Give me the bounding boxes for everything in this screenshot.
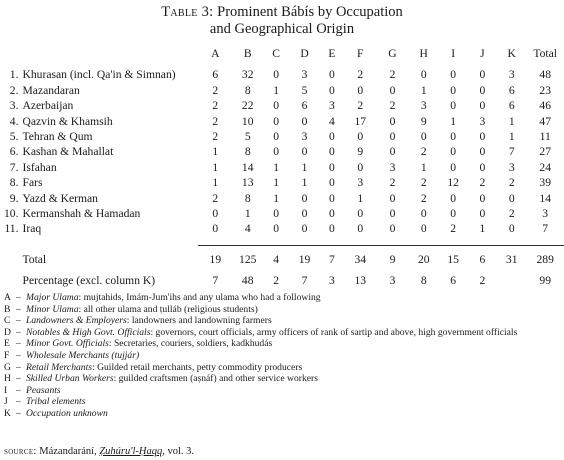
table-cell: 15 — [447, 252, 459, 266]
table-cell: 0 — [301, 207, 308, 221]
legend-description: Minor Govt. Officials: Secretaries, couriers, soldiers, kadkhudás — [26, 338, 273, 350]
table-cell: 0 — [479, 160, 486, 174]
table-cell: 1 — [273, 83, 280, 97]
table-cell: 0 — [329, 207, 335, 221]
table-cell: 2 — [508, 176, 515, 190]
table-cell: 1 — [420, 83, 427, 97]
table-cell: 0 — [389, 222, 396, 236]
table-cell: 8 — [244, 145, 251, 159]
table-cell: 2 — [389, 176, 396, 190]
row-number: 11. — [4, 222, 19, 236]
table-cell: 2 — [212, 191, 219, 205]
table-cell: 3 — [329, 274, 335, 288]
legend-item — [4, 385, 560, 397]
table-cell: 0 — [450, 191, 457, 205]
table-cell: 0 — [329, 68, 335, 82]
table-cell: 0 — [479, 68, 486, 82]
legend-item — [4, 304, 560, 316]
table-cell: 11 — [539, 130, 551, 144]
legend-term: Major Ulama — [26, 292, 79, 303]
legend-dash: – — [16, 315, 21, 327]
table-cell: 6 — [212, 68, 219, 82]
table-cell: 9 — [420, 114, 427, 128]
table-cell: 0 — [329, 191, 335, 205]
row-number: 5. — [9, 130, 19, 144]
column-header: Total — [533, 47, 558, 60]
table-cell: 0 — [479, 145, 486, 159]
table-cell: 48 — [539, 68, 551, 82]
column-header: C — [272, 47, 281, 60]
table-cell: 2 — [212, 130, 219, 144]
legend-dash: – — [16, 373, 21, 385]
table-cell: 9 — [357, 145, 364, 159]
legend-term: Tribal elements — [26, 396, 86, 408]
percentage-row-label: Percentage (excl. column K) — [22, 274, 156, 288]
table-cell: 14 — [539, 191, 551, 205]
table-cell: 4 — [273, 252, 280, 266]
table-cell: 22 — [241, 99, 254, 113]
table-cell: 46 — [539, 99, 551, 113]
total-row-label: Total — [22, 252, 47, 266]
source-author: Mázandarání, — [39, 446, 97, 457]
table-cell: 0 — [389, 207, 396, 221]
source-work: Ẓuhúru'l-Ḥaqq — [99, 446, 163, 457]
table-cell: 0 — [508, 222, 515, 236]
table-row — [4, 114, 564, 129]
table-cell: 2 — [420, 191, 427, 205]
table-cell: 3 — [357, 176, 364, 190]
table-cell: 27 — [539, 145, 551, 159]
title-line-2: and Geographical Origin — [209, 21, 355, 37]
table-row — [4, 83, 564, 98]
table-cell: 3 — [389, 160, 396, 174]
table-row — [4, 144, 564, 159]
table-cell: 1 — [244, 207, 251, 221]
legend-key: J — [4, 396, 8, 408]
total-row — [4, 252, 564, 267]
legend-dash: – — [16, 292, 21, 303]
table-cell: 1 — [301, 160, 308, 174]
table-row — [4, 98, 564, 113]
table-cell: 5 — [301, 83, 308, 97]
table-cell: 0 — [389, 191, 396, 205]
column-header: A — [211, 47, 220, 60]
table-cell: 39 — [539, 176, 551, 190]
legend-key: C — [4, 315, 11, 327]
table-cell: 0 — [301, 191, 308, 205]
legend-description — [26, 396, 560, 408]
table-cell: 3 — [389, 274, 396, 288]
legend-item — [4, 338, 560, 350]
legend-key: E — [4, 338, 10, 350]
legend-key: H — [4, 373, 11, 385]
table-cell: 6 — [508, 99, 515, 113]
table-cell: 0 — [450, 160, 457, 174]
legend-item — [4, 373, 560, 385]
column-header: B — [243, 47, 252, 60]
table-cell: 0 — [329, 130, 335, 144]
table-cell: 1 — [357, 191, 364, 205]
region-name: Iraq — [22, 222, 42, 236]
legend-term: Occupation unknown — [26, 407, 108, 419]
table-cell: 2 — [212, 83, 219, 97]
source-note — [4, 446, 194, 457]
table-cell: 1 — [212, 176, 219, 190]
region-name: Azerbaijan — [22, 99, 74, 113]
table-cell: 7 — [212, 274, 219, 288]
table-cell: 32 — [241, 68, 254, 82]
region-name: Kermanshah & Hamadan — [22, 207, 141, 221]
table-cell — [497, 273, 526, 288]
table-cell: 6 — [301, 99, 308, 113]
table-cell: 0 — [389, 130, 396, 144]
row-number: 6. — [9, 145, 19, 159]
table-cell: 8 — [244, 83, 251, 97]
region-name: Kashan & Mahallat — [22, 145, 114, 159]
table-cell: 2 — [450, 222, 457, 236]
table-cell: 6 — [450, 274, 457, 288]
table-cell: 13 — [241, 176, 254, 190]
legend-description — [26, 408, 560, 420]
legend-key: I — [4, 384, 8, 396]
legend-term: Landowners & Employers — [26, 315, 127, 327]
table-cell: 3 — [329, 99, 335, 113]
table-cell: 0 — [479, 83, 486, 97]
table-cell: 0 — [329, 145, 335, 159]
source-label: source: — [4, 446, 37, 457]
legend-item — [4, 292, 560, 304]
table-cell: 5 — [244, 130, 251, 144]
table-cell: 1 — [301, 176, 308, 190]
legend-text: landowners and landowning farmers — [131, 315, 272, 327]
table-cell: 1 — [479, 222, 486, 236]
table-cell: 6 — [508, 83, 515, 97]
row-number: 1. — [9, 68, 19, 82]
legend-text: Guilded retail merchants, petty commodity producers — [97, 361, 303, 373]
table-cell: 0 — [389, 83, 396, 97]
table-cell: 0 — [479, 99, 486, 113]
table-cell: 1 — [273, 160, 280, 174]
table-cell: 0 — [420, 207, 427, 221]
legend-item — [4, 327, 560, 339]
table-cell: 2 — [508, 207, 515, 221]
legend-key: K — [4, 407, 11, 419]
table-cell: 1 — [212, 145, 219, 159]
header-row — [4, 46, 564, 61]
table-row — [4, 67, 564, 82]
table-cell: 0 — [389, 114, 396, 128]
table-cell: 0 — [212, 222, 219, 236]
table-cell: 2 — [479, 274, 486, 288]
region-name: Fars — [22, 176, 43, 190]
legend-description: Notables & High Govt. Officials: governors, court officials, army officers of rank of sartip and above, high government officials — [26, 326, 518, 338]
legend-description: Retail Merchants: Guilded retail merchants, petty commodity producers — [26, 361, 303, 373]
legend-text: Secretaries, couriers, soldiers, kadkhudás — [113, 338, 273, 350]
region-name: Mazandaran — [22, 83, 80, 97]
table-row — [4, 175, 564, 190]
column-header: H — [419, 47, 428, 60]
table-cell: 3 — [420, 99, 427, 113]
row-number: 9. — [9, 191, 19, 205]
total-rule — [198, 237, 564, 246]
legend-item — [4, 408, 560, 420]
table-cell: 4 — [244, 222, 251, 236]
table-cell: 0 — [479, 207, 486, 221]
region-name: Qazvin & Khamsih — [22, 114, 113, 128]
legend-term: Retail Merchants — [26, 361, 92, 373]
table-cell: 0 — [329, 176, 335, 190]
table-row — [4, 160, 564, 175]
legend-description — [26, 385, 560, 397]
table-cell: 3 — [301, 130, 308, 144]
table-cell: 1 — [273, 191, 280, 205]
table-row — [4, 221, 564, 236]
row-number: 8. — [9, 176, 19, 190]
table-row — [4, 129, 564, 144]
row-number: 2. — [9, 83, 19, 97]
table-cell: 2 — [479, 176, 486, 190]
table-cell: 0 — [479, 130, 486, 144]
table-cell: 0 — [273, 99, 280, 113]
legend-key: A — [4, 292, 11, 303]
legend-term: Peasants — [26, 384, 61, 396]
table-cell: 20 — [417, 252, 430, 266]
table-cell: 0 — [450, 83, 457, 97]
legend-text: mujtahids, Imám-Jum'ihs and any ulama who had a following — [83, 292, 321, 303]
row-number: 10. — [4, 207, 19, 221]
table-cell: 31 — [505, 252, 518, 266]
legend-term: Notables & High Govt. Officials — [26, 326, 151, 338]
table-cell: 0 — [450, 145, 457, 159]
table-cell: 24 — [539, 160, 551, 174]
legend-description: Major Ulama: mujtahids, Imám-Jum'ihs and any ulama who had a following — [26, 292, 321, 303]
table-cell: 0 — [329, 222, 335, 236]
table-cell: 47 — [539, 114, 551, 128]
table-cell: 2 — [357, 99, 364, 113]
row-number: 4. — [9, 114, 19, 128]
row-number: 7. — [9, 160, 19, 174]
table-cell: 2 — [420, 176, 427, 190]
table-cell: 0 — [420, 222, 427, 236]
legend-dash: – — [16, 303, 21, 315]
table-cell: 1 — [450, 114, 457, 128]
table-cell: 0 — [389, 145, 396, 159]
table-number: Table 3: — [161, 4, 214, 20]
table-cell: 7 — [508, 145, 515, 159]
legend-key: B — [4, 303, 11, 315]
table-cell: 0 — [357, 222, 364, 236]
table-cell: 0 — [357, 130, 364, 144]
table-cell: 125 — [239, 252, 257, 266]
table-cell: 2 — [420, 145, 427, 159]
table-cell: 23 — [539, 83, 551, 97]
legend-item — [4, 362, 560, 374]
legend-dash: – — [16, 349, 21, 361]
table-cell: 0 — [357, 83, 364, 97]
table-cell: 1 — [273, 176, 280, 190]
table-cell: 0 — [450, 99, 457, 113]
table-cell: 8 — [420, 274, 427, 288]
table-cell: 2 — [357, 68, 364, 82]
legend-text: governors, court officials, army officers of rank of sartip and above, high government officials — [155, 326, 518, 338]
table-cell: 2 — [389, 68, 396, 82]
table-cell: 0 — [301, 145, 308, 159]
region-name: Isfahan — [22, 160, 57, 174]
table-cell: 10 — [241, 114, 254, 128]
table-cell: 1 — [420, 160, 427, 174]
legend-term: Minor Govt. Officials — [26, 338, 109, 350]
legend-dash: – — [16, 396, 21, 408]
table-cell: 3 — [542, 207, 549, 221]
table-title — [0, 4, 564, 20]
legend-term: Minor Ulama — [26, 303, 79, 315]
source-volume: , vol. 3. — [162, 446, 195, 457]
legend-dash: – — [16, 407, 21, 419]
table-cell: 99 — [539, 274, 551, 288]
table-cell: 4 — [329, 114, 335, 128]
column-header: I — [451, 47, 456, 60]
column-header: D — [300, 47, 309, 60]
table-cell: 2 — [273, 274, 280, 288]
table-cell: 9 — [389, 252, 396, 266]
legend-description: Skilled Urban Workers: guilded craftsmen (aṣnáf) and other service workers — [26, 373, 318, 385]
legend-text: all other ulama and ṭulláb (religious students) — [83, 303, 258, 315]
table-cell: 0 — [273, 145, 280, 159]
table-cell: 0 — [273, 222, 280, 236]
legend-dash: – — [16, 326, 21, 338]
table-cell: 7 — [301, 274, 308, 288]
table-cell: 7 — [542, 222, 549, 236]
table-cell: 0 — [329, 160, 335, 174]
table-cell: 289 — [536, 252, 554, 266]
table-cell: 0 — [450, 68, 457, 82]
percentage-row — [4, 273, 564, 288]
column-header: K — [507, 47, 516, 60]
table-cell: 2 — [212, 99, 219, 113]
table-cell: 0 — [357, 160, 364, 174]
legend-key: D — [4, 326, 11, 338]
table-cell: 1 — [212, 160, 219, 174]
table-cell: 0 — [329, 83, 335, 97]
legend-description — [26, 350, 560, 362]
table-cell: 13 — [354, 274, 367, 288]
table-cell: 8 — [244, 191, 251, 205]
table-cell: 0 — [420, 130, 427, 144]
table-cell: 1 — [508, 114, 515, 128]
column-header: G — [388, 47, 397, 60]
table-cell: 0 — [273, 114, 280, 128]
table-cell: 0 — [273, 130, 280, 144]
table-cell: 0 — [301, 222, 308, 236]
table-cell: 0 — [450, 130, 457, 144]
legend-key: F — [4, 349, 10, 361]
legend-key: G — [4, 361, 11, 373]
column-header: J — [480, 47, 485, 60]
column-header: E — [328, 47, 336, 60]
row-number: 3. — [9, 99, 19, 113]
legend-term: Skilled Urban Workers — [26, 373, 114, 385]
title-line-1: Prominent Bábís by Occupation — [217, 4, 403, 20]
table-cell: 48 — [241, 274, 254, 288]
table-cell: 19 — [298, 252, 311, 266]
table-cell: 0 — [273, 68, 280, 82]
legend-term: Wholesale Merchants (tujjár) — [26, 349, 140, 361]
table-cell: 0 — [450, 207, 457, 221]
table-cell: 0 — [301, 114, 308, 128]
table-cell: 0 — [212, 207, 219, 221]
table-cell: 17 — [354, 114, 367, 128]
legend-item — [4, 396, 560, 408]
legend-description: Minor Ulama: all other ulama and ṭulláb (religious students) — [26, 303, 258, 315]
table-cell: 0 — [479, 191, 486, 205]
table-cell: 0 — [420, 68, 427, 82]
table-cell: 34 — [354, 252, 367, 266]
table-cell: 0 — [508, 191, 515, 205]
legend-description: Landowners & Employers: landowners and landowning farmers — [26, 315, 272, 327]
table-cell: 0 — [357, 207, 364, 221]
column-header: F — [357, 47, 364, 60]
legend-item — [4, 315, 560, 327]
occupation-origin-table — [4, 46, 564, 289]
region-name: Yazd & Kerman — [22, 191, 98, 205]
table-cell: 7 — [329, 252, 335, 266]
region-name: Khurasan (incl. Qa'in & Simnan) — [22, 68, 176, 82]
legend-dash: – — [16, 338, 21, 350]
legend-item — [4, 350, 560, 362]
table-cell: 2 — [389, 99, 396, 113]
legend-dash: – — [16, 361, 21, 373]
table-cell: 3 — [479, 114, 486, 128]
region-name: Tehran & Qum — [22, 130, 93, 144]
table-cell: 6 — [479, 252, 486, 266]
table-cell: 2 — [212, 114, 219, 128]
table-cell: 19 — [209, 252, 222, 266]
table-cell: 3 — [508, 68, 515, 82]
legend-text: guilded craftsmen (aṣnáf) and other service workers — [118, 373, 318, 385]
legend-dash: – — [16, 384, 21, 396]
table-cell: 12 — [447, 176, 459, 190]
table-cell: 0 — [273, 207, 280, 221]
table-cell: 3 — [508, 160, 515, 174]
table-row — [4, 206, 564, 221]
table-row — [4, 191, 564, 206]
table-cell: 14 — [241, 160, 254, 174]
table-cell: 1 — [508, 130, 515, 144]
legend — [4, 292, 560, 420]
table-cell: 3 — [301, 68, 308, 82]
